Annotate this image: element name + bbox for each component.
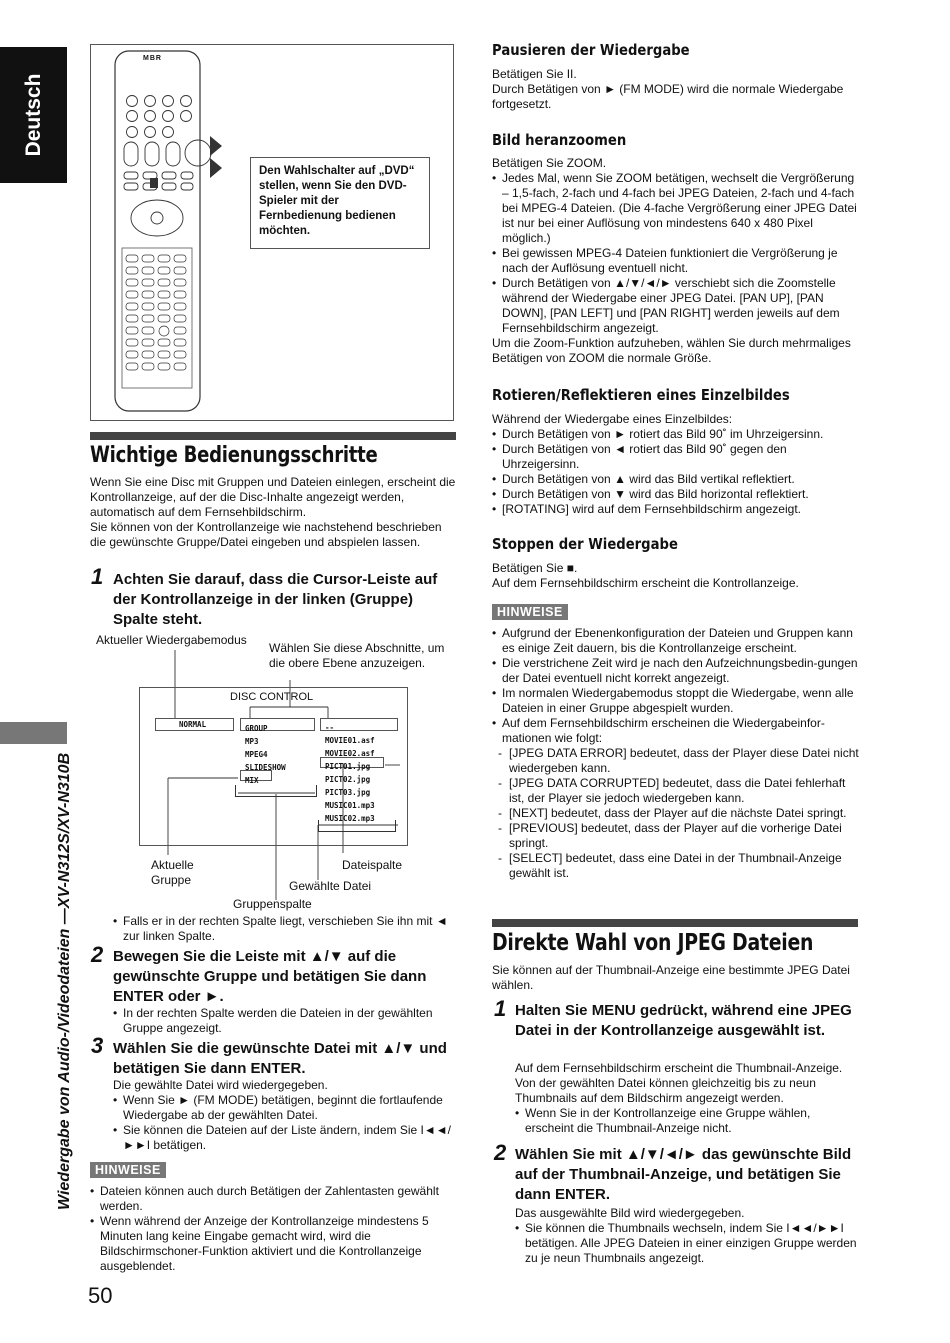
file-item[interactable]: PICT01.jpg: [325, 762, 371, 771]
section-title: Wichtige Bedienungsschritte: [90, 443, 378, 468]
note-item: • Wenn Sie ► (FM MODE) betätigen, beginnt die fortlaufende Wiedergabe ab der gewählten Datei.: [113, 1093, 458, 1123]
group-item[interactable]: MIX: [245, 776, 259, 785]
stop-text: [492, 561, 864, 591]
step-text: Auf dem Fernsehbildschirm erscheint die Thumbnail-Anzeige. Von der gewählten Datei können gleichzeitig bis zu neun Thumbnails auf dem Bildschirm angezeigt werden.: [515, 1061, 843, 1105]
jpeg-step-2-body: [515, 1206, 860, 1266]
zoom-bullet: • Jedes Mal, wenn Sie ZOOM betätigen, wechselt die Vergrößerung – 1,5-fach, 2-fach und 4-fach bei JPEG Dateien, 2-fach und 4-fach bei MPEG-4 Dateien. (Die 4-fache Vergrößerung einer JPEG Datei ist nur bei einer Auflösung von mindestens 640 x 480 Pixel möglich.): [492, 171, 864, 246]
file-item[interactable]: --: [325, 723, 335, 732]
zoom-bullet: • Bei gewissen MPEG-4 Dateien funktioniert die Vergrößerung je nach der Auflösung eventuell nicht.: [492, 246, 864, 276]
step-number: 3: [91, 1033, 104, 1058]
group-item[interactable]: MPEG4: [245, 750, 268, 759]
chapter-marker: [0, 722, 67, 744]
note-item: • Auf dem Fernsehbildschirm erscheinen die Wiedergabeinfor-mationen wie folgt:: [492, 716, 864, 746]
jpeg-step-1-heading: Halten Sie MENU gedrückt, während eine JPEG Datei in der Kontrollanzeige ausgewählt ist.: [515, 1002, 852, 1039]
rotate-bullet: • Durch Betätigen von ◄ rotiert das Bild 90˚ gegen den Uhrzeigersinn.: [492, 442, 864, 472]
step-number: 1: [91, 564, 104, 589]
step-3-body: [113, 1078, 458, 1153]
jpeg-step-1-body: [515, 1061, 860, 1136]
zoom-text: [492, 156, 864, 366]
note-subitem: - [SELECT] bedeutet, dass eine Datei in der Thumbnail-Anzeige gewählt ist.: [492, 851, 864, 881]
file-list: [325, 721, 375, 825]
remote-callout: Den Wahlschalter auf „DVD“ stellen, wenn Sie den DVD-Spieler mit der Fernbedienung bedienen möchten.: [250, 157, 430, 249]
disc-control-title: DISC CONTROL: [230, 691, 314, 703]
remote-control-illustration: [110, 48, 230, 418]
section-divider: [492, 919, 858, 927]
stop-line: Betätigen Sie ■.: [492, 561, 578, 575]
label-current-group: Aktuelle Gruppe: [151, 858, 194, 887]
note-subitem: - [JPEG DATA ERROR] bedeutet, dass der Player diese Datei nicht wiedergeben kann.: [492, 746, 864, 776]
note-item: • In der rechten Spalte werden die Dateien in der gewählten Gruppe angezeigt.: [113, 1006, 458, 1036]
group-item[interactable]: SLIDESHOW: [245, 763, 286, 772]
section-divider: [90, 432, 456, 440]
label-selected-file: Gewählte Datei: [289, 879, 372, 893]
jpeg-section-title: Direkte Wahl von JPEG Dateien: [492, 930, 814, 956]
note-item: • Die verstrichene Zeit wird je nach den Aufzeichnungsbedin-gungen der Datei eventuell nicht korrekt angezeigt.: [492, 656, 864, 686]
note-item: • Wenn während der Anzeige der Kontrollanzeige mindestens 5 Minuten lang keine Eingabe gemacht wird, wird die Bildschirmschoner-Funktion aktiviert und die Kontrollanzeige ausgeblendet.: [90, 1214, 460, 1274]
notes-badge: HINWEISE: [492, 604, 568, 620]
label-file-column: Dateispalte: [342, 858, 403, 872]
file-item[interactable]: MUSIC01.mp3: [325, 801, 375, 810]
language-tab-label: Deutsch: [21, 73, 45, 157]
pause-line: Betätigen Sie II.: [492, 67, 577, 81]
remote-brand-logo: MBR: [143, 55, 162, 62]
note-item: • Wenn Sie in der Kontrollanzeige eine Gruppe wählen, erscheint die Thumbnail-Anzeige nicht.: [515, 1106, 860, 1136]
page-number: 50: [88, 1283, 113, 1308]
note-item: • Dateien können auch durch Betätigen der Zahlentasten gewählt werden.: [90, 1184, 460, 1214]
intro-paragraph: Wenn Sie eine Disc mit Gruppen und Dateien einlegen, erscheint die Kontrollanzeige, auf der die Disc-Inhalte angezeigt werden, automatisch auf dem Fernsehbildschirm.: [90, 475, 456, 519]
step-1-heading: Achten Sie darauf, dass die Cursor-Leiste auf der Kontrollanzeige in der linken (Gruppe) Spalte steht.: [113, 571, 438, 628]
rotate-bullet: • [ROTATING] wird auf dem Fernsehbildschirm angezeigt.: [492, 502, 864, 517]
stop-line: Auf dem Fernsehbildschirm erscheint die Kontrollanzeige.: [492, 576, 799, 590]
file-item[interactable]: MUSIC02.mp3: [325, 814, 375, 823]
file-item[interactable]: PICT03.jpg: [325, 788, 371, 797]
file-column-bracket: [318, 820, 396, 832]
step-number: 1: [494, 996, 507, 1021]
step-2-heading: Bewegen Sie die Leiste mit ▲/▼ auf die gewünschte Gruppe und betätigen Sie dann ENTER oder ►.: [113, 948, 427, 1005]
file-item[interactable]: MOVIE02.asf: [325, 749, 375, 758]
step-3-heading: Wählen Sie die gewünschte Datei mit ▲/▼ und betätigen Sie dann ENTER.: [113, 1040, 447, 1077]
label-current-mode: Aktueller Wiedergabemodus: [96, 633, 247, 647]
group-item[interactable]: GROUP: [245, 724, 268, 733]
zoom-after: Um die Zoom-Funktion aufzuheben, wählen Sie durch mehrmaliges Betätigen von ZOOM die normale Größe.: [492, 336, 851, 365]
mode-value: NORMAL: [179, 720, 207, 729]
note-item: • Sie können die Dateien auf der Liste ändern, indem Sie I◄◄/►►I betätigen.: [113, 1123, 458, 1153]
note-item: • Aufgrund der Ebenenkonfiguration der Dateien und Gruppen kann es einige Zeit dauern, bis die Kontrollanzeige erscheint.: [492, 626, 864, 656]
pause-text: [492, 67, 862, 112]
zoom-title: Bild heranzoomen: [492, 131, 627, 149]
rotate-text: [492, 412, 864, 517]
rotate-bullet: • Durch Betätigen von ▲ wird das Bild vertikal reflektiert.: [492, 472, 864, 487]
stop-title: Stoppen der Wiedergabe: [492, 535, 678, 553]
group-item[interactable]: MP3: [245, 737, 259, 746]
step-number: 2: [494, 1140, 507, 1165]
zoom-bullet: • Durch Betätigen von ▲/▼/◄/► verschiebt sich die Zoomstelle während der Wiedergabe einer JPEG Datei. [PAN UP], [PAN DOWN], [PAN LEFT] und [PAN RIGHT] werden jeweils auf dem Fernsehbildschirm angezeigt.: [492, 276, 864, 336]
notes-list: [90, 1184, 460, 1274]
step-3-text: Die gewählte Datei wird wiedergegeben.: [113, 1078, 328, 1092]
jpeg-intro: Sie können auf der Thumbnail-Anzeige eine bestimmte JPEG Datei wählen.: [492, 963, 850, 992]
group-list: [245, 722, 286, 787]
rotate-title: Rotieren/Reflektieren eines Einzelbildes: [492, 386, 790, 404]
rotate-bullet: • Durch Betätigen von ▼ wird das Bild horizontal reflektiert.: [492, 487, 864, 502]
note-subitem: - [NEXT] bedeutet, dass der Player auf die nächste Datei springt.: [492, 806, 864, 821]
note-subitem: - [PREVIOUS] bedeutet, dass der Player auf die vorherige Datei springt.: [492, 821, 864, 851]
label-sections: Wählen Sie diese Abschnitte, um die obere Ebene anzuzeigen.: [269, 641, 445, 670]
jpeg-step-2-heading: Wählen Sie mit ▲/▼/◄/► das gewünschte Bild auf der Thumbnail-Anzeige, und betätigen Sie dann ENTER.: [515, 1146, 852, 1203]
step-text: Das ausgewählte Bild wird wiedergegeben.: [515, 1206, 745, 1220]
rotate-bullet: • Durch Betätigen von ► rotiert das Bild 90˚ im Uhrzeigersinn.: [492, 427, 864, 442]
step-number: 2: [91, 942, 104, 967]
step-2-note: [113, 1006, 458, 1036]
note-subitem: - [JPEG DATA CORRUPTED] bedeutet, dass die Datei fehlerhaft ist, der Player sie jedoch wiedergeben kann.: [492, 776, 864, 806]
group-column-bracket: [235, 785, 317, 797]
file-item[interactable]: PICT02.jpg: [325, 775, 371, 784]
language-tab: [0, 47, 67, 183]
notes-list: [492, 626, 864, 881]
intro-text: [90, 475, 458, 550]
vertical-chapter-title: Wiedergabe von Audio-/Videodateien —XV-N312S/XV-N310B: [56, 752, 73, 1210]
note-item: • Sie können die Thumbnails wechseln, indem Sie I◄◄/►►I betätigen. Alle JPEG Dateien in einer einzigen Gruppe werden zu je neun Thumbnails angezeigt.: [515, 1221, 860, 1266]
notes-badge: HINWEISE: [90, 1162, 166, 1178]
note-item: • Im normalen Wiedergabemodus stoppt die Wiedergabe, wenn alle Dateien in einer Gruppe abgespielt wurden.: [492, 686, 864, 716]
intro-paragraph: Sie können von der Kontrollanzeige wie nachstehend beschrieben die gewünschte Gruppe/Datei eingeben und abspielen lassen.: [90, 520, 442, 549]
zoom-line: Betätigen Sie ZOOM.: [492, 156, 607, 170]
pause-title: Pausieren der Wiedergabe: [492, 41, 690, 59]
file-item[interactable]: MOVIE01.asf: [325, 736, 375, 745]
note-item: • Falls er in der rechten Spalte liegt, verschieben Sie ihn mit ◄ zur linken Spalte.: [113, 914, 458, 944]
rotate-line: Während der Wiedergabe eines Einzelbildes:: [492, 412, 733, 426]
step-1-note: [113, 914, 458, 944]
label-group-column: Gruppenspalte: [233, 897, 312, 911]
pause-line: Durch Betätigen von ► (FM MODE) wird die normale Wiedergabe fortgesetzt.: [492, 82, 844, 111]
